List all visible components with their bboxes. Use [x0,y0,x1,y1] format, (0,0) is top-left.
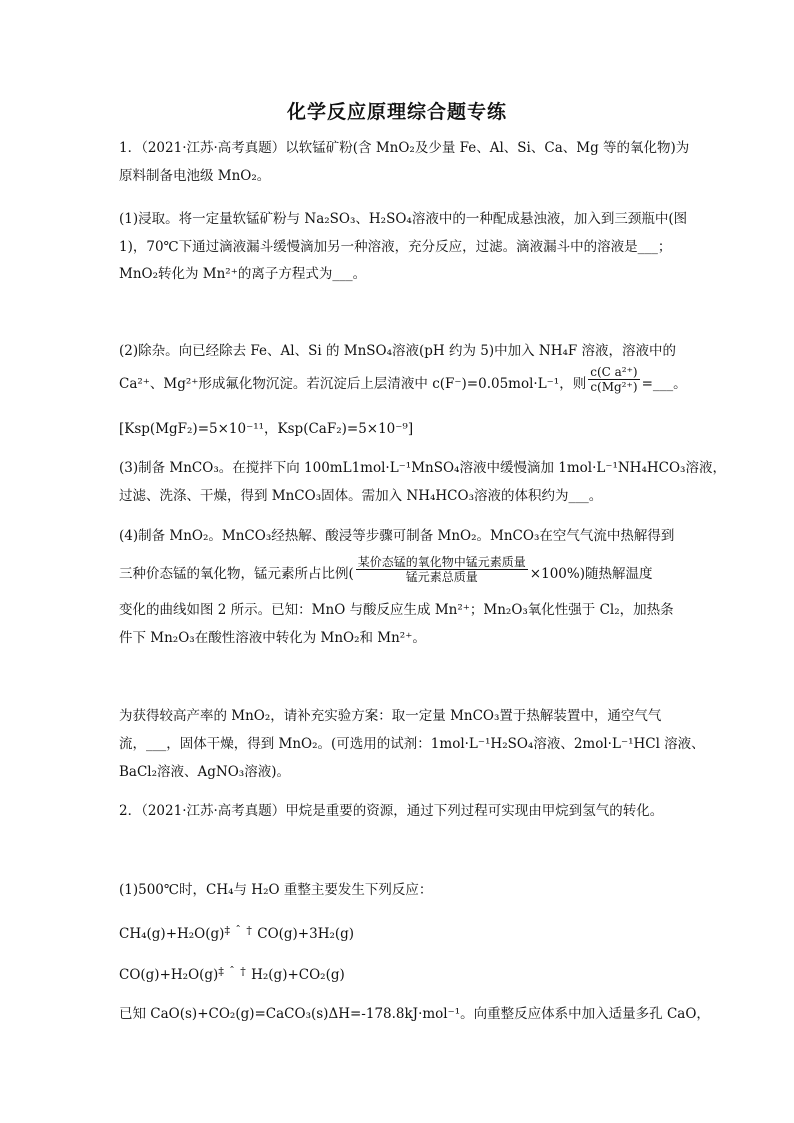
proportion-numerator: 某价态锰的氧化物中锰元素质量 [357,555,526,569]
reaction-2 [119,963,345,984]
q1-part2-line-2 [119,365,687,394]
q2-part1-line-last: 已知 CaO(s)+CO₂(g)=CaCO₃(s)ΔH=-178.8kJ·mol⁻¹。向重整反应体系中加入适量多孔 CaO， [119,1006,710,1022]
q1-part4-line-3: 变化的曲线如图 2 所示。已知：MnO 与酸反应生成 Mn²⁺；Mn₂O₃氧化性强于 Cl₂，加热条 [119,602,674,618]
proportion-fraction [356,555,528,584]
equilibrium-arrow-icon: ‡ ˆ † [224,924,253,937]
q1-part4-text-a: 三种价态锰的氧化物，锰元素所占比例( [119,566,354,582]
q1-part3-line-2: 过滤、洗涤、干燥，得到 MnCO₃固体。需加入 NH₄HCO₃溶液的体积约为___。 [119,488,603,504]
equilibrium-arrow-icon: ‡ ˆ † [218,965,247,978]
reaction-1-reactants: CH₄(g)+H₂O(g) [119,926,225,942]
q1-part1-line-2: 1)，70℃下通过滴液漏斗缓慢滴加另一种溶液，充分反应，过滤。滴液漏斗中的溶液是___； [119,239,672,255]
ratio-numerator: c(C a²⁺) [590,365,638,379]
q1-part4-line-1: (4)制备 MnO₂。MnCO₃经热解、酸浸等步骤可制备 MnO₂。MnCO₃在空气气流中热解得到 [119,528,675,544]
q1-part1-line-1: (1)浸取。将一定量软锰矿粉与 Na₂SO₃、H₂SO₄溶液中的一种配成悬浊液，加入到三颈瓶中(图 [119,211,688,227]
ratio-fraction [588,365,639,394]
reaction-1-products: CO(g)+3H₂(g) [257,926,355,942]
q1-part4-line-2 [119,555,653,584]
q1-line-2: 原料制备电池级 MnO₂。 [119,168,271,184]
page-title: 化学反应原理综合题专练 [286,101,507,123]
q1-part2-text-a: Ca²⁺、Mg²⁺形成氟化物沉淀。若沉淀后上层清液中 c(F⁻)=0.05mol·L⁻¹，则 [119,376,587,392]
q1-part4-plan-line-3: BaCl₂溶液、AgNO₃溶液)。 [119,764,290,780]
q1-part4-plan-line-2: 流，___，固体干燥，得到 MnO₂。(可选用的试剂：1mol·L⁻¹H₂SO₄溶液、2mol·L⁻¹HCl 溶液、 [119,736,705,752]
q1-part2-text-b: =___。 [641,376,687,392]
q1-part2-line-3: [Ksp(MgF₂)=5×10⁻¹¹，Ksp(CaF₂)=5×10⁻⁹] [119,421,414,437]
q1-part4-text-b: ×100%)随热解温度 [529,566,653,582]
proportion-denominator: 锰元素总质量 [405,570,478,584]
reaction-2-reactants: CO(g)+H₂O(g) [119,967,219,983]
q1-part1-line-3: MnO₂转化为 Mn²⁺的离子方程式为___。 [119,266,367,282]
q1-part4-plan-line-1: 为获得较高产率的 MnO₂，请补充实验方案：取一定量 MnCO₃置于热解装置中，通空气气 [119,708,662,724]
reaction-2-products: H₂(g)+CO₂(g) [251,967,345,983]
reaction-1 [119,922,354,943]
q1-part2-line-1: (2)除杂。向已经除去 Fe、Al、Si 的 MnSO₄溶液(pH 约为 5)中加入 NH₄F 溶液，溶液中的 [119,343,677,359]
ratio-denominator: c(Mg²⁺) [590,380,638,394]
q1-part4-line-4: 件下 Mn₂O₃在酸性溶液中转化为 MnO₂和 Mn²⁺。 [119,630,426,646]
q2-part1-line-1: (1)500℃时，CH₄与 H₂O 重整主要发生下列反应： [119,882,433,898]
q1-part3-line-1: (3)制备 MnCO₃。在搅拌下向 100mL1mol·L⁻¹MnSO₄溶液中缓慢滴加 1mol·L⁻¹NH₄HCO₃溶液， [119,460,726,476]
q2-line-1: 2．（2021·江苏·高考真题）甲烷是重要的资源，通过下列过程可实现由甲烷到氢气的转化。 [119,803,664,819]
q1-line-1: 1．（2021·江苏·高考真题）以软锰矿粉(含 MnO₂及少量 Fe、Al、Si、Ca、Mg 等的氧化物)为 [119,140,690,156]
